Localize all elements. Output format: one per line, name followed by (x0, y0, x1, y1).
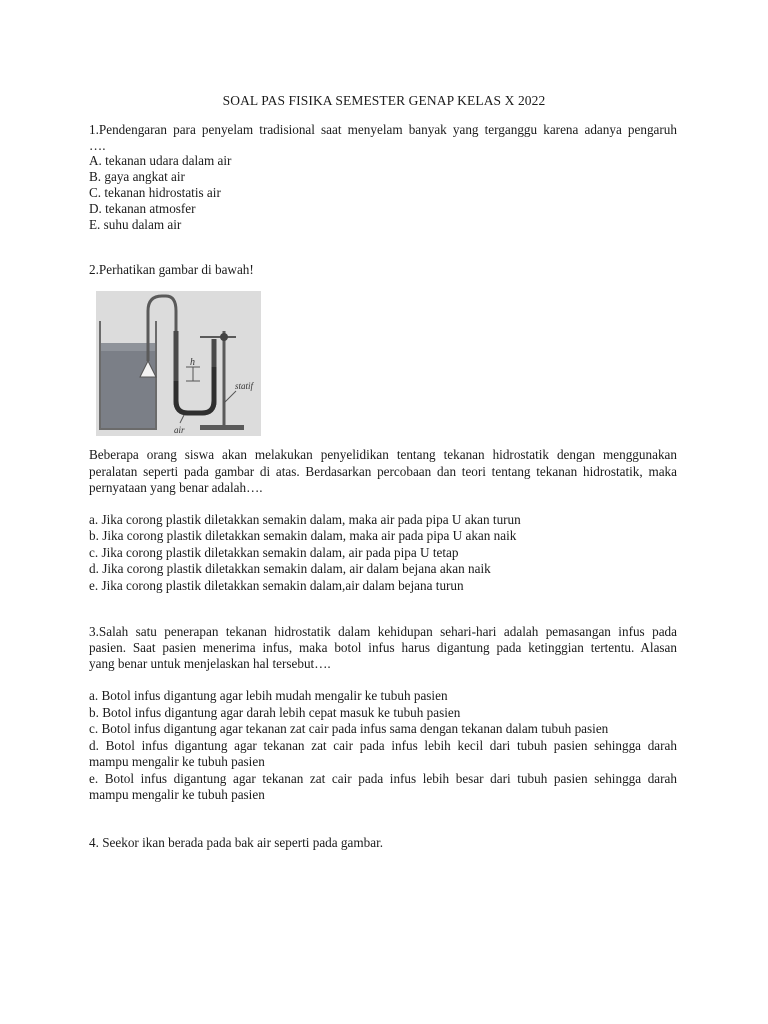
q1-option-c: C. tekanan hidrostatis air (89, 185, 221, 200)
figure-label-h: h (190, 357, 195, 368)
q1-option-a: A. tekanan udara dalam air (89, 153, 232, 168)
q3-paragraph-line1: 3.Salah satu penerapan tekanan hidrostatik dalam kehidupan sehari-hari adalah pemasangan infus pada (89, 624, 677, 639)
q3-option-b: b. Botol infus digantung agar darah lebih cepat masuk ke tubuh pasien (89, 705, 461, 720)
q1-option-e: E. suhu dalam air (89, 217, 182, 232)
q3-paragraph-line2: pasien. Saat pasien menerima infus, maka botol infus harus digantung pada ketinggian tertentu. Alasan (89, 640, 677, 655)
figure-label-air: air (174, 425, 185, 435)
q2-option-d: d. Jika corong plastik diletakkan semakin dalam, air dalam bejana akan naik (89, 561, 491, 576)
hydrostatic-apparatus-figure (96, 291, 261, 436)
q3-option-e-line1: e. Botol infus digantung agar tekanan zat cair pada infus lebih besar dari tubuh pasien sehingga darah (89, 771, 677, 786)
q3-option-d-line2: mampu mengalir ke tubuh pasien (89, 754, 265, 769)
q4-question: 4. Seekor ikan berada pada bak air seperti pada gambar. (89, 835, 384, 850)
q3-option-c: c. Botol infus digantung agar tekanan zat cair pada infus sama dengan tekanan dalam tubuh pasien (89, 721, 609, 736)
q1-option-d: D. tekanan atmosfer (89, 201, 196, 216)
q3-option-a: a. Botol infus digantung agar lebih mudah mengalir ke tubuh pasien (89, 688, 448, 703)
q1-option-b: B. gaya angkat air (89, 169, 185, 184)
q2-paragraph-line1: Beberapa orang siswa akan melakukan penyelidikan tentang tekanan hidrostatik dengan menggunakan (89, 447, 677, 462)
q2-option-c: c. Jika corong plastik diletakkan semakin dalam, air pada pipa U tetap (89, 545, 459, 560)
q2-question: 2.Perhatikan gambar di bawah! (89, 262, 254, 277)
q1-question-line2: …. (89, 138, 106, 153)
q2-paragraph-line3: pernyataan yang benar adalah…. (89, 480, 263, 495)
q1-question-line1: 1.Pendengaran para penyelam tradisional saat menyelam banyak yang terganggu karena adanya pengaruh (89, 122, 677, 137)
apparatus-illustration (96, 291, 261, 436)
page-title: SOAL PAS FISIKA SEMESTER GENAP KELAS X 2022 (222, 93, 546, 108)
q3-paragraph-line3: yang benar untuk menjelaskan hal tersebut…. (89, 656, 331, 671)
q2-paragraph-line2: peralatan seperti pada gambar di atas. Berdasarkan percobaan dan teori tentang tekanan hidrostatik, maka (89, 464, 677, 479)
figure-label-statif: statif (235, 381, 254, 391)
q2-option-a: a. Jika corong plastik diletakkan semakin dalam, maka air pada pipa U akan turun (89, 512, 521, 527)
q2-option-e: e. Jika corong plastik diletakkan semakin dalam,air dalam bejana turun (89, 578, 464, 593)
q3-option-e-line2: mampu mengalir ke tubuh pasien (89, 787, 265, 802)
q2-option-b: b. Jika corong plastik diletakkan semakin dalam, maka air pada pipa U akan naik (89, 528, 517, 543)
q3-option-d-line1: d. Botol infus digantung agar tekanan zat cair pada infus lebih kecil dari tubuh pasien sehingga darah (89, 738, 677, 753)
